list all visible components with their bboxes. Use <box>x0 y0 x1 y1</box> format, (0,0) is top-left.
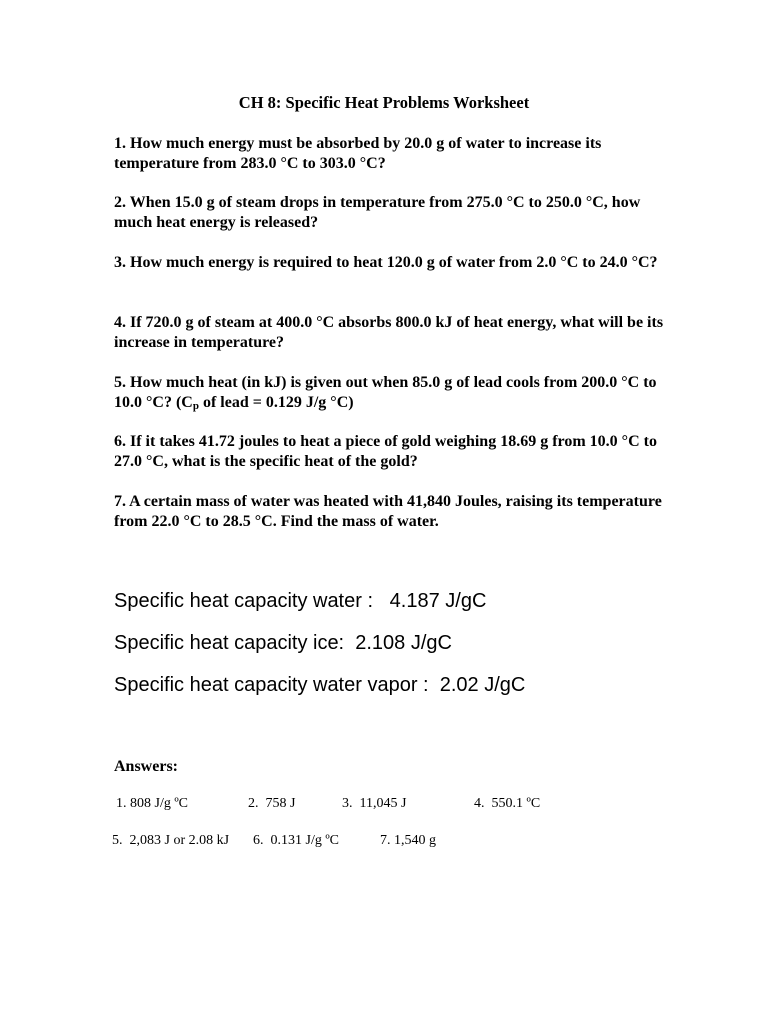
constant-water-vapor: Specific heat capacity water vapor : 2.02 J/gC <box>114 674 526 696</box>
question-6: 6. If it takes 41.72 joules to heat a piece of gold weighing 18.69 g from 10.0 °C to 27.0 °C, what is the specific heat of the gold? <box>114 433 657 470</box>
answers-heading: Answers: <box>114 758 178 775</box>
answer-4: 4. 550.1 ºC <box>474 796 541 811</box>
answer-2: 2. 758 J <box>248 796 296 811</box>
worksheet-title: CH 8: Specific Heat Problems Worksheet <box>238 93 530 112</box>
answer-6: 6. 0.131 J/g ºC <box>253 833 340 848</box>
answer-5: 5. 2,083 J or 2.08 kJ <box>112 833 230 848</box>
question-3: 3. How much energy is required to heat 120.0 g of water from 2.0 °C to 24.0 °C? <box>114 254 658 271</box>
question-5-text-before: 5. How much heat (in kJ) is given out when 85.0 g of lead cools from 200.0 °C to 10.0 °C? (C <box>114 374 657 411</box>
question-5-text-after: of lead = 0.129 J/g °C) <box>198 394 354 411</box>
question-4: 4. If 720.0 g of steam at 400.0 °C absorbs 800.0 kJ of heat energy, what will be its increase in temperature? <box>114 314 664 351</box>
question-7: 7. A certain mass of water was heated with 41,840 Joules, raising its temperature from 22.0 °C to 28.5 °C. Find the mass of water. <box>114 493 662 530</box>
answer-7: 7. 1,540 g <box>380 833 436 848</box>
question-5 <box>114 373 674 413</box>
question-5-subscript: p <box>192 400 199 412</box>
constant-ice: Specific heat capacity ice: 2.108 J/gC <box>114 632 452 654</box>
question-2: 2. When 15.0 g of steam drops in temperature from 275.0 °C to 250.0 °C, how much heat energy is released? <box>114 194 641 231</box>
question-1: 1. How much energy must be absorbed by 20.0 g of water to increase its temperature from 283.0 °C to 303.0 °C? <box>114 135 602 172</box>
answer-1: 1. 808 J/g ºC <box>116 796 189 811</box>
constant-water: Specific heat capacity water : 4.187 J/gC <box>114 590 487 612</box>
answer-3: 3. 11,045 J <box>342 796 407 811</box>
